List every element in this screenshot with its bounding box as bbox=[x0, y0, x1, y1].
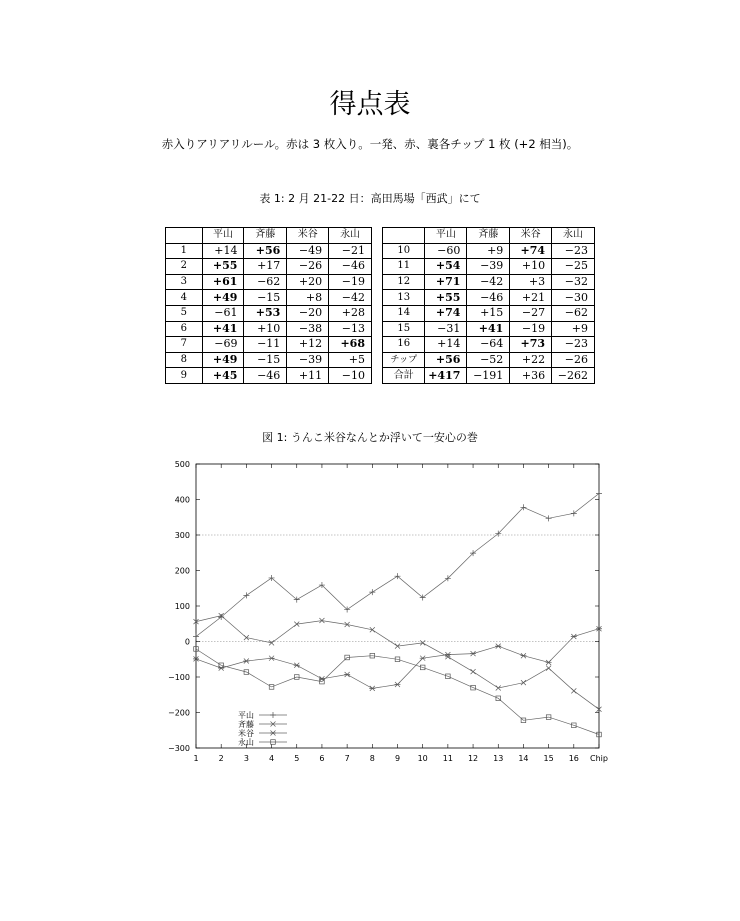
round-label: 16 bbox=[383, 337, 425, 353]
score-cell: −15 bbox=[244, 290, 287, 306]
x-tick-label: 4 bbox=[269, 754, 275, 763]
score-cell: +74 bbox=[510, 243, 552, 259]
score-cell: +41 bbox=[202, 321, 244, 337]
score-cell: +12 bbox=[287, 337, 329, 353]
score-cell: +73 bbox=[510, 337, 552, 353]
score-cell: −52 bbox=[467, 352, 510, 368]
data-point bbox=[369, 589, 375, 595]
data-point bbox=[344, 672, 350, 677]
score-cell: −42 bbox=[329, 290, 372, 306]
score-cell: +15 bbox=[467, 305, 510, 321]
score-cell: −30 bbox=[552, 290, 595, 306]
x-tick-label: 7 bbox=[344, 754, 350, 763]
score-cell: −49 bbox=[287, 243, 329, 259]
x-tick-label: 8 bbox=[369, 754, 375, 763]
data-point bbox=[546, 515, 552, 521]
data-point bbox=[470, 651, 476, 656]
score-cell: −60 bbox=[425, 243, 467, 259]
score-cell: +3 bbox=[510, 274, 552, 290]
score-cell: +36 bbox=[510, 368, 552, 384]
x-tick-label: Chip bbox=[590, 754, 608, 763]
round-label: 10 bbox=[383, 243, 425, 259]
round-label: 13 bbox=[383, 290, 425, 306]
round-label: 6 bbox=[166, 321, 203, 337]
x-tick-label: 14 bbox=[518, 754, 529, 763]
series-line bbox=[196, 616, 599, 710]
score-cell: +71 bbox=[425, 274, 467, 290]
y-tick-label: 400 bbox=[174, 495, 190, 505]
y-tick-label: 300 bbox=[174, 531, 190, 540]
score-cell: +14 bbox=[425, 337, 467, 353]
legend-marker bbox=[270, 731, 276, 736]
data-point bbox=[193, 634, 199, 640]
score-cell: −32 bbox=[552, 274, 595, 290]
score-cell: −46 bbox=[467, 290, 510, 306]
score-cell: +9 bbox=[552, 321, 595, 337]
legend-label: 永山 bbox=[238, 738, 254, 747]
x-tick-label: 1 bbox=[193, 754, 199, 763]
y-tick-label: 500 bbox=[174, 460, 190, 469]
rule-description: 赤入りアリアリルール。赤は 3 枚入り。一発、赤、裏各チップ 1 枚 (+2 相当)。 bbox=[161, 137, 579, 151]
data-point bbox=[546, 660, 552, 665]
score-cell: −31 bbox=[425, 321, 467, 337]
y-tick-label: −100 bbox=[168, 673, 190, 682]
score-cell: −10 bbox=[329, 368, 372, 384]
legend-marker bbox=[270, 712, 276, 718]
data-point bbox=[269, 640, 274, 645]
y-tick-label: 100 bbox=[174, 602, 190, 611]
score-cell: +68 bbox=[329, 337, 372, 353]
score-cell: +53 bbox=[244, 305, 287, 321]
y-tick-label: −300 bbox=[168, 744, 190, 753]
score-cell: +49 bbox=[202, 290, 244, 306]
score-cell: −15 bbox=[244, 352, 287, 368]
data-point bbox=[520, 653, 526, 658]
data-point bbox=[395, 682, 401, 687]
score-cell: −42 bbox=[467, 274, 510, 290]
data-point bbox=[269, 656, 275, 661]
table-caption: 表 1: 2 月 21-22 日：高田馬場「西武」にて bbox=[259, 192, 481, 205]
player-header: 米谷 bbox=[510, 228, 552, 244]
player-header: 平山 bbox=[202, 228, 244, 244]
page-title: 得点表 bbox=[329, 89, 411, 120]
round-label: 合計 bbox=[383, 368, 425, 384]
score-cell: +10 bbox=[510, 259, 552, 275]
score-cell: +10 bbox=[244, 321, 287, 337]
score-cell: −62 bbox=[244, 274, 287, 290]
score-cell: −23 bbox=[552, 337, 595, 353]
score-cell: −23 bbox=[552, 243, 595, 259]
score-cell: −64 bbox=[467, 337, 510, 353]
round-label: 2 bbox=[166, 259, 203, 275]
score-cell: −69 bbox=[202, 337, 244, 353]
x-tick-label: 6 bbox=[319, 754, 325, 763]
score-cell: +11 bbox=[287, 368, 329, 384]
plot-frame bbox=[196, 464, 599, 748]
round-label: 3 bbox=[166, 274, 203, 290]
score-cell: −20 bbox=[287, 305, 329, 321]
round-label: 15 bbox=[383, 321, 425, 337]
data-point bbox=[521, 680, 526, 685]
score-cell: +22 bbox=[510, 352, 552, 368]
round-label: 1 bbox=[166, 243, 203, 259]
player-header: 永山 bbox=[552, 228, 595, 244]
score-cell: +55 bbox=[425, 290, 467, 306]
score-cell: −19 bbox=[329, 274, 372, 290]
round-label: 4 bbox=[166, 290, 203, 306]
score-cell: +56 bbox=[425, 352, 467, 368]
score-cell: +55 bbox=[202, 259, 244, 275]
score-cell: +8 bbox=[287, 290, 329, 306]
round-label: 11 bbox=[383, 259, 425, 275]
score-cell: +20 bbox=[287, 274, 329, 290]
player-header: 平山 bbox=[425, 228, 467, 244]
data-point bbox=[546, 666, 551, 671]
round-label: 12 bbox=[383, 274, 425, 290]
score-cell: −27 bbox=[510, 305, 552, 321]
player-header: 米谷 bbox=[287, 228, 329, 244]
score-cell: −21 bbox=[329, 243, 372, 259]
player-header: 永山 bbox=[329, 228, 372, 244]
x-tick-label: 13 bbox=[493, 754, 504, 763]
data-point bbox=[243, 659, 249, 664]
y-tick-label: 200 bbox=[174, 566, 190, 576]
data-point bbox=[496, 686, 501, 691]
x-tick-label: 10 bbox=[417, 754, 428, 763]
round-label: 5 bbox=[166, 305, 203, 321]
score-cell: +45 bbox=[202, 368, 244, 384]
data-point bbox=[471, 669, 476, 674]
score-cell: +417 bbox=[425, 368, 467, 384]
y-tick-label: 0 bbox=[184, 637, 190, 647]
x-tick-label: 12 bbox=[467, 754, 479, 763]
x-tick-label: 3 bbox=[243, 754, 249, 763]
y-tick-label: −200 bbox=[168, 708, 190, 718]
score-cell: +5 bbox=[329, 352, 372, 368]
x-tick-label: 5 bbox=[294, 754, 300, 763]
round-label: 7 bbox=[166, 337, 203, 353]
player-header: 斉藤 bbox=[467, 228, 510, 244]
data-point bbox=[294, 663, 300, 668]
data-point bbox=[571, 688, 576, 693]
score-cell: −26 bbox=[287, 259, 329, 275]
data-point bbox=[420, 656, 426, 661]
series-line bbox=[196, 629, 599, 689]
score-cell: +28 bbox=[329, 305, 372, 321]
round-label: 8 bbox=[166, 352, 203, 368]
round-label: 14 bbox=[383, 305, 425, 321]
score-cell: +61 bbox=[202, 274, 244, 290]
round-label: 9 bbox=[166, 368, 203, 384]
round-label: チップ bbox=[383, 352, 425, 368]
score-cell: −262 bbox=[552, 368, 595, 384]
legend-label: 米谷 bbox=[238, 729, 254, 738]
legend-label: 斉藤 bbox=[238, 720, 254, 729]
score-cell: −11 bbox=[244, 337, 287, 353]
score-cell: −39 bbox=[287, 352, 329, 368]
score-cell: +74 bbox=[425, 305, 467, 321]
score-cell: −46 bbox=[329, 259, 372, 275]
score-cell: −46 bbox=[244, 368, 287, 384]
score-cell: −13 bbox=[329, 321, 372, 337]
score-cell: −38 bbox=[287, 321, 329, 337]
data-point bbox=[571, 634, 577, 639]
score-cell: +56 bbox=[244, 243, 287, 259]
score-cell: −62 bbox=[552, 305, 595, 321]
player-header: 斉藤 bbox=[244, 228, 287, 244]
score-cell: +41 bbox=[467, 321, 510, 337]
score-cell: +54 bbox=[425, 259, 467, 275]
data-point bbox=[244, 635, 249, 640]
score-cell: −61 bbox=[202, 305, 244, 321]
score-cell: +17 bbox=[244, 259, 287, 275]
score-cell: +21 bbox=[510, 290, 552, 306]
x-tick-label: 16 bbox=[568, 754, 579, 763]
series-line bbox=[196, 494, 599, 637]
x-tick-label: 9 bbox=[394, 754, 401, 763]
score-cell: −25 bbox=[552, 259, 595, 275]
data-point bbox=[495, 644, 501, 649]
score-cell: +14 bbox=[202, 243, 244, 259]
score-cell: −191 bbox=[467, 368, 510, 384]
score-cell: −19 bbox=[510, 321, 552, 337]
score-cell: +9 bbox=[467, 243, 510, 259]
x-tick-label: 2 bbox=[218, 754, 224, 763]
score-cell: −26 bbox=[552, 352, 595, 368]
score-cell: +49 bbox=[202, 352, 244, 368]
score-cell: −39 bbox=[467, 259, 510, 275]
x-tick-label: 11 bbox=[442, 754, 453, 763]
legend-label: 平山 bbox=[238, 711, 254, 720]
figure-caption: 図 1: うんこ米谷なんとか浮いて一安心の巻 bbox=[262, 431, 478, 444]
data-point bbox=[369, 686, 375, 691]
x-tick-label: 15 bbox=[543, 754, 554, 763]
